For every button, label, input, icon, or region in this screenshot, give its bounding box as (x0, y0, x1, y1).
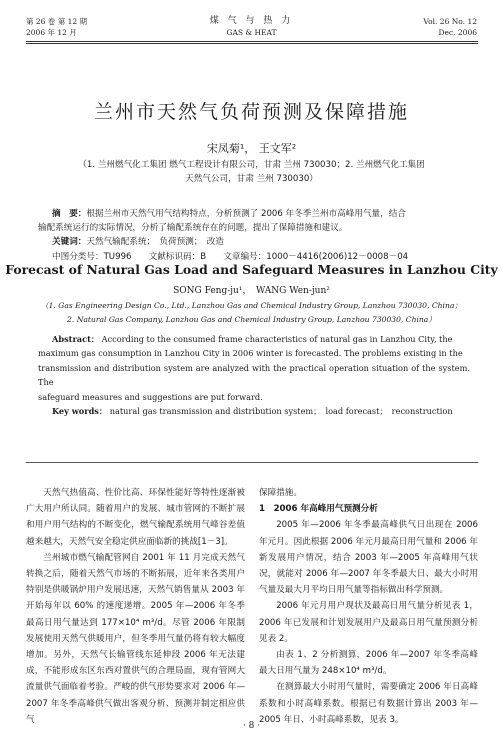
abstract-en-line-2: maximum gas consumption in Lanzhou City in 2006 winter is forecasted. The problems existing in the (38, 348, 463, 359)
abstract-en-line-4: safeguard measures and suggestions are put forward. (38, 391, 263, 402)
abstract-en-line-3: transmission and distribution system are analyzed with the practical operation situation of the system. The (38, 362, 470, 388)
keywords-en-label: Key words： (52, 406, 108, 417)
article-title-cn: 兰州市天然气负荷预测及保障措施 (93, 101, 409, 123)
keywords-cn-label: 关键词： (52, 237, 87, 248)
keywords-cn: 天然气输配系统； 负荷预测； 改造 (86, 237, 224, 248)
abstract-en-label: Abstract： (52, 334, 100, 344)
body-paragraph: 保障措施。 (259, 488, 302, 498)
header-volume-en: Vol. 26 No. 12 (423, 17, 477, 26)
section-heading: 1 2006 年高峰用气预测分析 (259, 504, 378, 515)
header-journal-en: GAS & HEAT (226, 28, 277, 37)
header-rule (26, 41, 478, 42)
affiliation-en-line-2: 2. Natural Gas Company, Lanzhou Gas and Chemical Industry Group, Lanzhou 730030, China） (67, 315, 436, 324)
abstract-cn-label: 摘 要： (52, 209, 87, 219)
abstract-en-line-1: According to the consumed frame characteristics of natural gas in Lanzhou City, the (101, 334, 453, 344)
page-number: · 8 · (242, 721, 261, 731)
abstract-en (38, 332, 470, 418)
body-paragraph: 兰州城市燃气输配管网自 2001 年 11 月完成天然气转换之后，随着天然气市场的不断拓展，近年来各类用户特别是供暖锅炉用户发展迅速，天然气销售量从 2003 年开始每年以 60% 的速度递增。2005 年—2006 年冬季最高日用气量达到 177×10⁴ m³/d。尽管 2006 年限制发展使用天然气供暖用户，但冬季用气量仍将有较大幅度增加。另外，天然气长输管线东延伸段 2006 年无法建成，不能形成东区东西对置供气的合理局面，现有管网大流量供气面临着考验。严峻的供气形势要求对 2006 年—2007 年冬季高峰供气做出客观分析、预测并制定相应供气 (26, 552, 245, 725)
header-journal-cn: 煤 气 与 热 力 (209, 16, 294, 26)
affiliation-en-line-1: （1. Gas Engineering Design Co., Ltd., Lanzhou Gas and Chemical Industry Group, Lanzhou 730030, China； (41, 301, 462, 310)
affiliation-cn-line-1: （1. 兰州燃气化工集团 燃气工程设计有限公司，甘肃 兰州 730030；2. 兰州燃气化工集团 (78, 160, 425, 170)
body-paragraph: 2005 年—2006 年冬季最高峰供气日出现在 2006 年元月。因此根据 2006 年元月最高日用气量和 2006 年新发展用户情况，结合 2003 年—2005 年高峰用气状况，就能对 2006 年—2007 年冬季最大日、最大小时用气量及最大月平均日用气量等指标做出科学预测。 (259, 520, 478, 596)
body-paragraph: 2006 年元月用户现状及最高日用气量分析见表 1，2006 年已发展和计划发展用户及最高日用气量预测分析见表 2。 (259, 601, 478, 644)
article-title-en: Forecast of Natural Gas Load and Safeguard Measures in Lanzhou City (5, 262, 498, 277)
body-right-column (259, 485, 478, 728)
classification-line: 中图分类号：TU996 文献标识码：B 文章编号：1000－4416(2006)12－0008－04 (52, 251, 409, 262)
keywords-en: natural gas transmission and distribution system； load forecast； reconstruction (109, 406, 453, 417)
header-rule-secondary (26, 43, 478, 44)
header-date-cn: 2006 年 12 月 (26, 28, 77, 37)
body-paragraph: 由表 1、2 分析测算，2006 年—2007 年冬季高峰最大日用气量为 248×10⁴ m³/d。 (259, 650, 478, 677)
abstract-cn-text-1: 根据兰州市天然气用气结构特点，分析预测了 2006 年冬季兰州市高峰用气量，结合 (86, 209, 406, 219)
authors-cn: 宋凤菊¹， 王文军² (206, 142, 297, 155)
abstract-cn-text-2: 输配系统运行的实际情况，分析了输配系统存在的问题，提出了保障措施和建议。 (38, 223, 348, 234)
body-paragraph: 天然气热值高、性价比高、环保性能好等特性逐渐被广大用户所认同。随着用户的发展、城市管网的不断扩展和用户用气结构的不断变化，燃气输配系统用气峰谷差值越来越大，天然气安全稳定供应面临新的挑战[1－3]。 (26, 488, 245, 547)
abstract-cn (38, 207, 468, 264)
header-volume: 第 26 卷 第 12 期 (26, 17, 88, 26)
body-left-column (26, 485, 245, 728)
authors-en: SONG Feng-ju¹， WANG Wen-jun² (173, 286, 330, 296)
abstract-rule (26, 462, 478, 463)
body-paragraph: 在测算最大小时用气量时，需要确定 2006 年日高峰系数和小时高峰系数。根据已有数据计算出 2003 年—2005 年日、小时高峰系数，见表 3。 (259, 682, 478, 725)
header-date-en: Dec. 2006 (438, 28, 477, 37)
affiliation-cn-line-2: 天然气公司，甘肃 兰州 730030） (185, 174, 318, 184)
